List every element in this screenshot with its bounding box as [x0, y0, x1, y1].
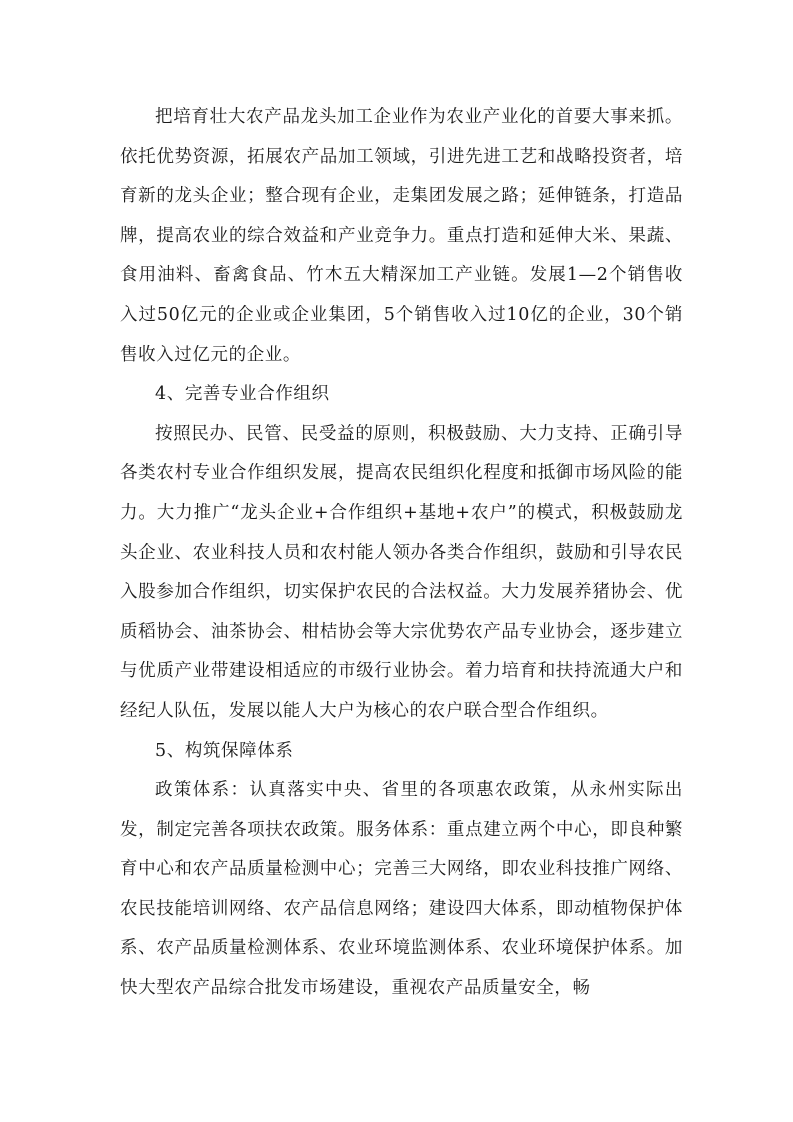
section-heading-support-system: 5、构筑保障体系 [155, 740, 294, 761]
paragraph-support-system: 政策体系：认真落实中央、省里的各项惠农政策，从永州实际出发，制定完善各项扶农政策。服务体系：重点建立两个中心，即良种繁育中心和农产品质量检测中心；完善三大网络，即农业科技推广网络、农民技能培训网络、农产品信息网络；建设四大体系，即动植物保护体系、农产品质量检测体系、农业环境监测体系、农业环境保护体系。加快大型农产品综合批发市场建设，重视农产品质量安全，畅 [120, 780, 683, 999]
paragraph-leading-enterprises: 把培育壮大农产品龙头加工企业作为农业产业化的首要大事来抓。依托优势资源，拓展农产品加工领域，引进先进工艺和战略投资者，培育新的龙头企业；整合现有企业，走集团发展之路；延伸链条，打造品牌，提高农业的综合效益和产业竞争力。重点打造和延伸大米、果蔬、食用油料、畜禽食品、竹木五大精深加工产业链。发展1—2个销售收入过50亿元的企业或企业集团，5个销售收入过10亿的企业，30个销售收入过亿元的企业。 [120, 107, 683, 365]
paragraph-cooperatives: 按照民办、民管、民受益的原则，积极鼓励、大力支持、正确引导各类农村专业合作组织发展，提高农民组织化程度和抵御市场风险的能力。大力推广“龙头企业+合作组织+基地+农户”的模式，积极鼓励龙头企业、农业科技人员和农村能人领办各类合作组织，鼓励和引导农民入股参加合作组织，切实保护农民的合法权益。大力发展养猪协会、优质稻协会、油茶协会、柑桔协会等大宗优势农产品专业协会，逐步建立与优质产业带建设相适应的市级行业协会。着力培育和扶持流通大户和经纪人队伍，发展以能人大户为核心的农户联合型合作组织。 [120, 423, 683, 721]
document-body [120, 98, 683, 1009]
section-heading-cooperatives: 4、完善专业合作组织 [155, 384, 330, 405]
